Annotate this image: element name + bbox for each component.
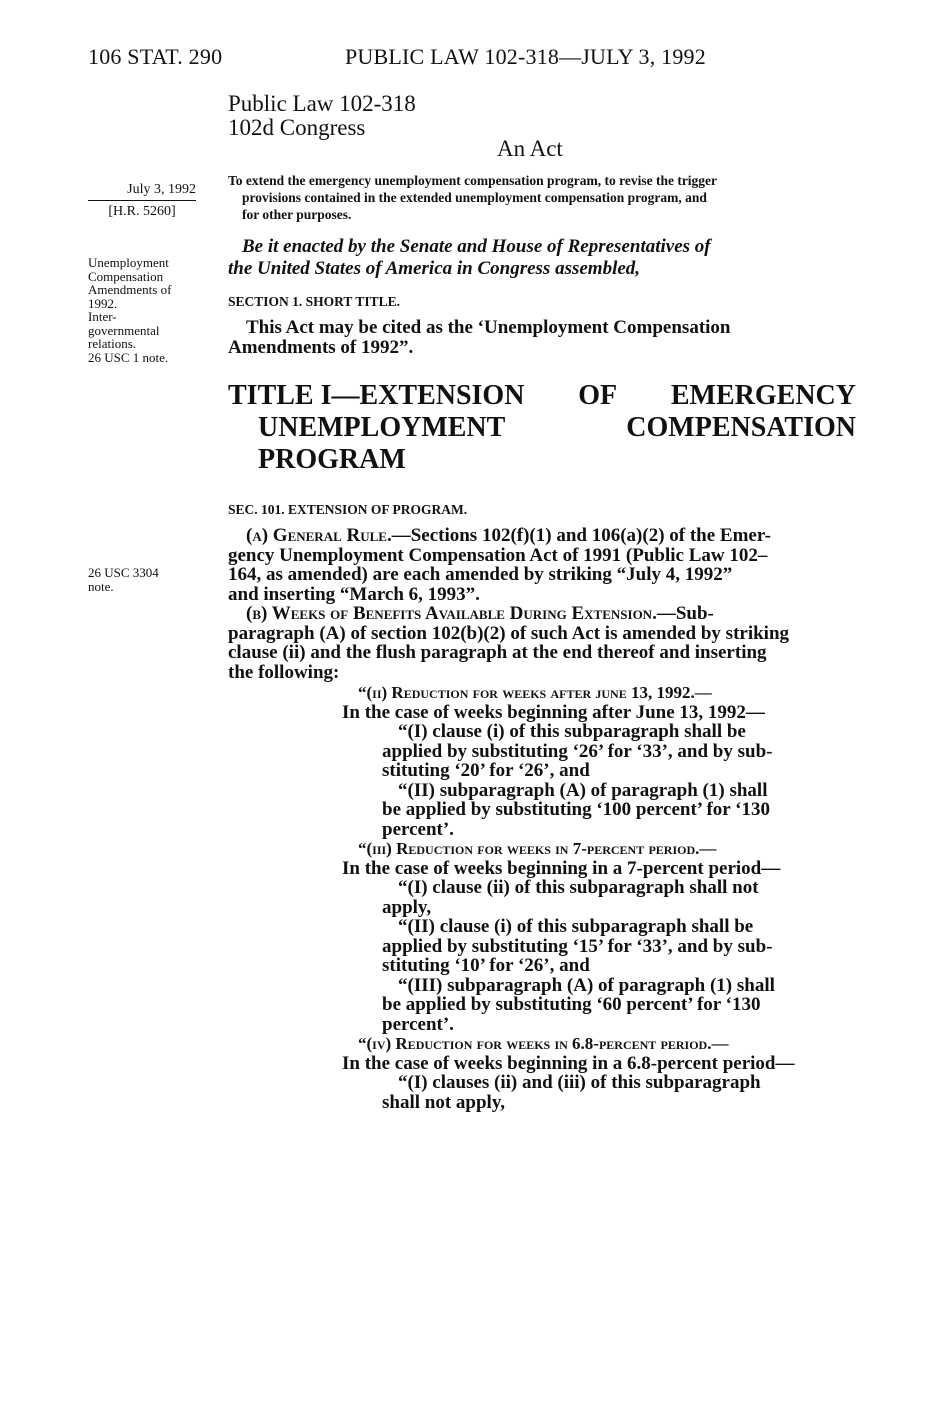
clause-line: percent’. [382,818,454,840]
title-word: COMPENSATION [626,412,856,443]
clause-line: shall not apply, [382,1091,506,1113]
margin-date-block [88,182,196,220]
margin-note: Compensation [88,268,164,284]
title-word: PROGRAM [258,444,406,475]
enacting-line: Be it enacted by the Senate and House of Representatives of [242,236,711,257]
public-law-number: Public Law 102-318 [228,91,416,116]
act-label: An Act [497,136,563,161]
clause-line: be applied by substituting ‘60 percent’ for ‘130 [382,994,761,1015]
clause-iv-lead: In the case of weeks beginning in a 6.8-percent period— [342,1052,795,1074]
title-word: EMERGENCY [670,380,856,411]
margin-note: Amendments of [88,282,172,297]
purpose-line: for other purposes. [242,207,352,222]
subsection-b-line: clause (ii) and the flush paragraph at the end thereof and inserting [228,642,767,663]
title-line [228,380,856,412]
clause-iii-heading: “(iii) Reduction for weeks in 7-percent period.— [358,839,717,858]
clause-line: “(I) clauses (ii) and (iii) of this subparagraph [398,1072,761,1093]
margin-note: Unemployment [88,255,169,270]
clause-iv-I [342,1073,852,1112]
bill-number: [H.R. 5260] [108,204,176,219]
subsection-b-caption: (b) Weeks of Benefits Available During Extension. [246,603,657,624]
section-1-text [228,318,852,357]
subsection-a-line: and inserting “March 6, 1993”. [228,583,480,605]
section-1-line: Amendments of 1992”. [228,336,414,358]
clause-line: percent’. [382,1013,454,1035]
act-purpose [228,172,852,223]
subsection-a-line: 164, as amended) are each amended by striking “July 4, 1992” [228,564,733,585]
margin-note: 26 USC 3304 [88,565,159,580]
clause-iii-I [342,878,852,917]
enactment-date: July 3, 1992 [88,182,196,201]
subsection-a-line: gency Unemployment Compensation Act of 1991 (Public Law 102– [228,544,768,566]
running-title: PUBLIC LAW 102-318—JULY 3, 1992 [345,44,706,69]
clause-line: “(I) clause (i) of this subparagraph shall be [398,721,746,742]
clause-ii-I [342,722,852,781]
clause-iii-lead: In the case of weeks beginning in a 7-percent period— [342,857,781,879]
section-101-heading: SEC. 101. EXTENSION OF PROGRAM. [228,502,468,517]
title-heading [228,380,856,476]
clause-line: applied by substituting ‘26’ for ‘33’, and by sub- [382,740,773,762]
clause-line: stituting ‘20’ for ‘26’, and [382,760,590,781]
margin-note: Inter- [88,309,117,324]
margin-note: 26 USC 1 note. [88,349,169,365]
subsection-a [228,526,852,604]
clause-iii-II [342,917,852,976]
clause-ii-lead: In the case of weeks beginning after June 13, 1992— [342,701,765,723]
title-line [228,444,856,476]
enacting-clause [228,236,852,280]
clause-ii-heading: “(ii) Reduction for weeks after june 13, 1992.— [358,683,712,702]
title-line [228,412,856,444]
margin-note: 1992. [88,295,118,311]
inserted-text [342,683,852,1112]
subsection-b-line: —Sub- [656,603,714,624]
clause-line: apply, [382,896,432,918]
clause-line: applied by substituting ‘15’ for ‘33’, and by sub- [382,935,773,957]
enacting-line: the United States of America in Congress assembled, [228,258,641,279]
purpose-line: To extend the emergency unemployment compensation program, to revise the trigger [228,173,718,188]
clause-line: be applied by substituting ‘100 percent’ for ‘130 [382,799,770,820]
clause-line: “(III) subparagraph (A) of paragraph (1) shall [398,974,775,996]
clause-line: “(II) subparagraph (A) of paragraph (1) shall [398,779,768,801]
clause-line: “(I) clause (ii) of this subparagraph shall not [398,877,759,898]
margin-notes [88,256,171,364]
clause-line: stituting ‘10’ for ‘26’, and [382,955,590,976]
subsection-a-line: —Sections 102(f)(1) and 106(a)(2) of the Emer- [391,525,771,546]
margin-note: governmental [88,322,160,338]
section-1-line: This Act may be cited as the ‘Unemployment Compensation [246,317,731,338]
subsection-b-line: paragraph (A) of section 102(b)(2) of such Act is amended by striking [228,622,790,644]
subsection-a-caption: (a) General Rule. [246,525,392,546]
stat-page-number: 106 STAT. 290 [88,44,223,69]
clause-line: “(II) clause (i) of this subparagraph shall be [398,916,754,937]
congress-number: 102d Congress [228,115,366,140]
clause-iii-III [342,976,852,1035]
title-word: OF [578,380,618,411]
section-1-heading: SECTION 1. SHORT TITLE. [228,294,400,309]
clause-ii-II [342,781,852,840]
margin-note-usc [88,566,159,593]
title-word: TITLE I—EXTENSION [228,380,525,411]
subsection-b [228,604,852,682]
law-identification [228,92,416,140]
margin-note: relations. [88,336,137,351]
purpose-line: provisions contained in the extended unemployment compensation program, and [242,190,707,205]
subsection-b-line: the following: [228,661,340,683]
clause-iv-heading: “(iv) Reduction for weeks in 6.8-percent period.— [358,1034,729,1053]
margin-note: note. [88,578,114,594]
title-word: UNEMPLOYMENT [258,412,506,443]
